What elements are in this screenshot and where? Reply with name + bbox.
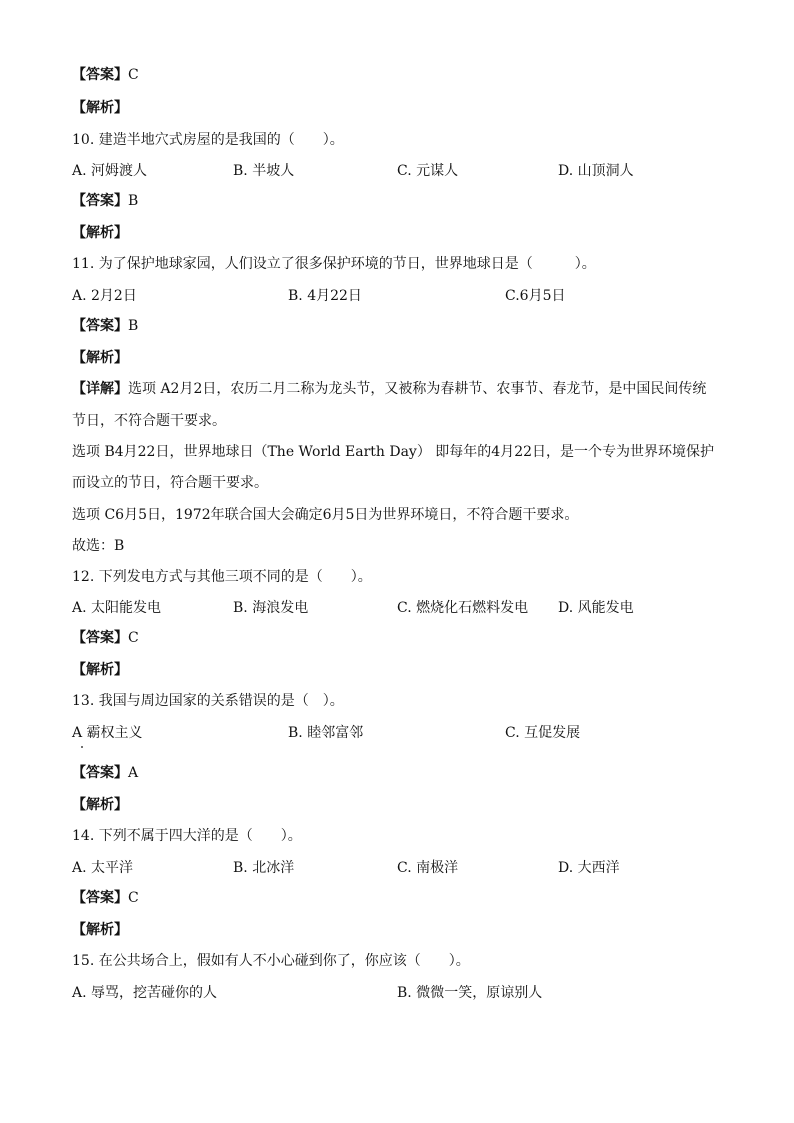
q11-option-b: B. 4月22日 [288, 288, 362, 304]
analysis-label-q12: 【解析】 [72, 662, 128, 678]
answer-label: 【答案】 [72, 67, 128, 83]
q10-option-c: C. 元谋人 [397, 163, 459, 179]
q15-option-a: A. 辱骂，挖苦碰你的人 [72, 985, 218, 1001]
answer-value: B [128, 318, 139, 334]
q13-option-b: B. 睦邻富邻 [288, 725, 364, 741]
q12-option-c: C. 燃烧化石燃料发电 [397, 600, 529, 616]
question-15: 15. 在公共场合上，假如有人不小心碰到你了，你应该（ ）。 [72, 953, 470, 969]
q14-option-a: A. 太平洋 [72, 860, 134, 876]
q13-option-a: A 霸权主义 [72, 725, 143, 741]
detail-text: 选项 A2月2日，农历二月二称为龙头节，又被称为春耕节、农事节、春龙节，是中国民间传统 [128, 381, 707, 397]
detail-line-3: 选项 B4月22日，世界地球日（The World Earth Day） 即每年的4月22日，是一个专为世界环境保护 [72, 444, 715, 460]
answer-line-q11 [72, 317, 138, 335]
detail-line-5: 选项 C6月5日，1972年联合国大会确定6月5日为世界环境日，不符合题干要求。 [72, 507, 579, 523]
detail-line-1 [72, 380, 706, 398]
analysis-label-q9: 【解析】 [72, 100, 128, 116]
question-14: 14. 下列不属于四大洋的是（ ）。 [72, 828, 302, 844]
answer-line-q10 [72, 192, 138, 210]
detail-line-4: 而设立的节日，符合题干要求。 [72, 475, 268, 491]
analysis-label-q10: 【解析】 [72, 225, 128, 241]
q13-option-c: C. 互促发展 [505, 725, 581, 741]
q12-option-b: B. 海浪发电 [233, 600, 309, 616]
q14-option-d: D. 大西洋 [558, 860, 620, 876]
answer-line-q9 [72, 66, 139, 84]
question-11: 11. 为了保护地球家园，人们设立了很多保护环境的节日，世界地球日是（ ）。 [72, 256, 596, 272]
answer-label: 【答案】 [72, 318, 128, 334]
stray-dot-mark [81, 746, 83, 748]
q11-option-a: A. 2月2日 [72, 288, 137, 304]
analysis-label-q13: 【解析】 [72, 797, 128, 813]
question-12: 12. 下列发电方式与其他三项不同的是（ ）。 [72, 569, 372, 585]
q10-option-a: A. 河姆渡人 [72, 163, 148, 179]
q14-option-b: B. 北冰洋 [233, 860, 295, 876]
answer-value: C [128, 890, 139, 906]
answer-value: C [128, 630, 139, 646]
question-10: 10. 建造半地穴式房屋的是我国的（ ）。 [72, 132, 344, 148]
q12-option-a: A. 太阳能发电 [72, 600, 162, 616]
detail-line-6: 故选：B [72, 538, 125, 554]
q11-option-c: C.6月5日 [505, 288, 566, 304]
q12-option-d: D. 风能发电 [558, 600, 634, 616]
answer-label: 【答案】 [72, 193, 128, 209]
q15-option-b: B. 微微一笑，原谅别人 [397, 985, 543, 1001]
answer-label: 【答案】 [72, 890, 128, 906]
q10-option-b: B. 半坡人 [233, 163, 295, 179]
answer-value: B [128, 193, 139, 209]
q10-option-d: D. 山顶洞人 [558, 163, 634, 179]
answer-value: A [128, 765, 139, 781]
detail-label: 【详解】 [72, 381, 128, 397]
detail-line-2: 节日，不符合题干要求。 [72, 413, 226, 429]
answer-line-q14 [72, 889, 139, 907]
analysis-label-q11: 【解析】 [72, 350, 128, 366]
q14-option-c: C. 南极洋 [397, 860, 459, 876]
analysis-label-q14: 【解析】 [72, 922, 128, 938]
question-13: 13. 我国与周边国家的关系错误的是（ ）。 [72, 693, 344, 709]
answer-label: 【答案】 [72, 630, 128, 646]
answer-line-q12 [72, 629, 139, 647]
answer-value: C [128, 67, 139, 83]
answer-label: 【答案】 [72, 765, 128, 781]
answer-line-q13 [72, 764, 138, 782]
